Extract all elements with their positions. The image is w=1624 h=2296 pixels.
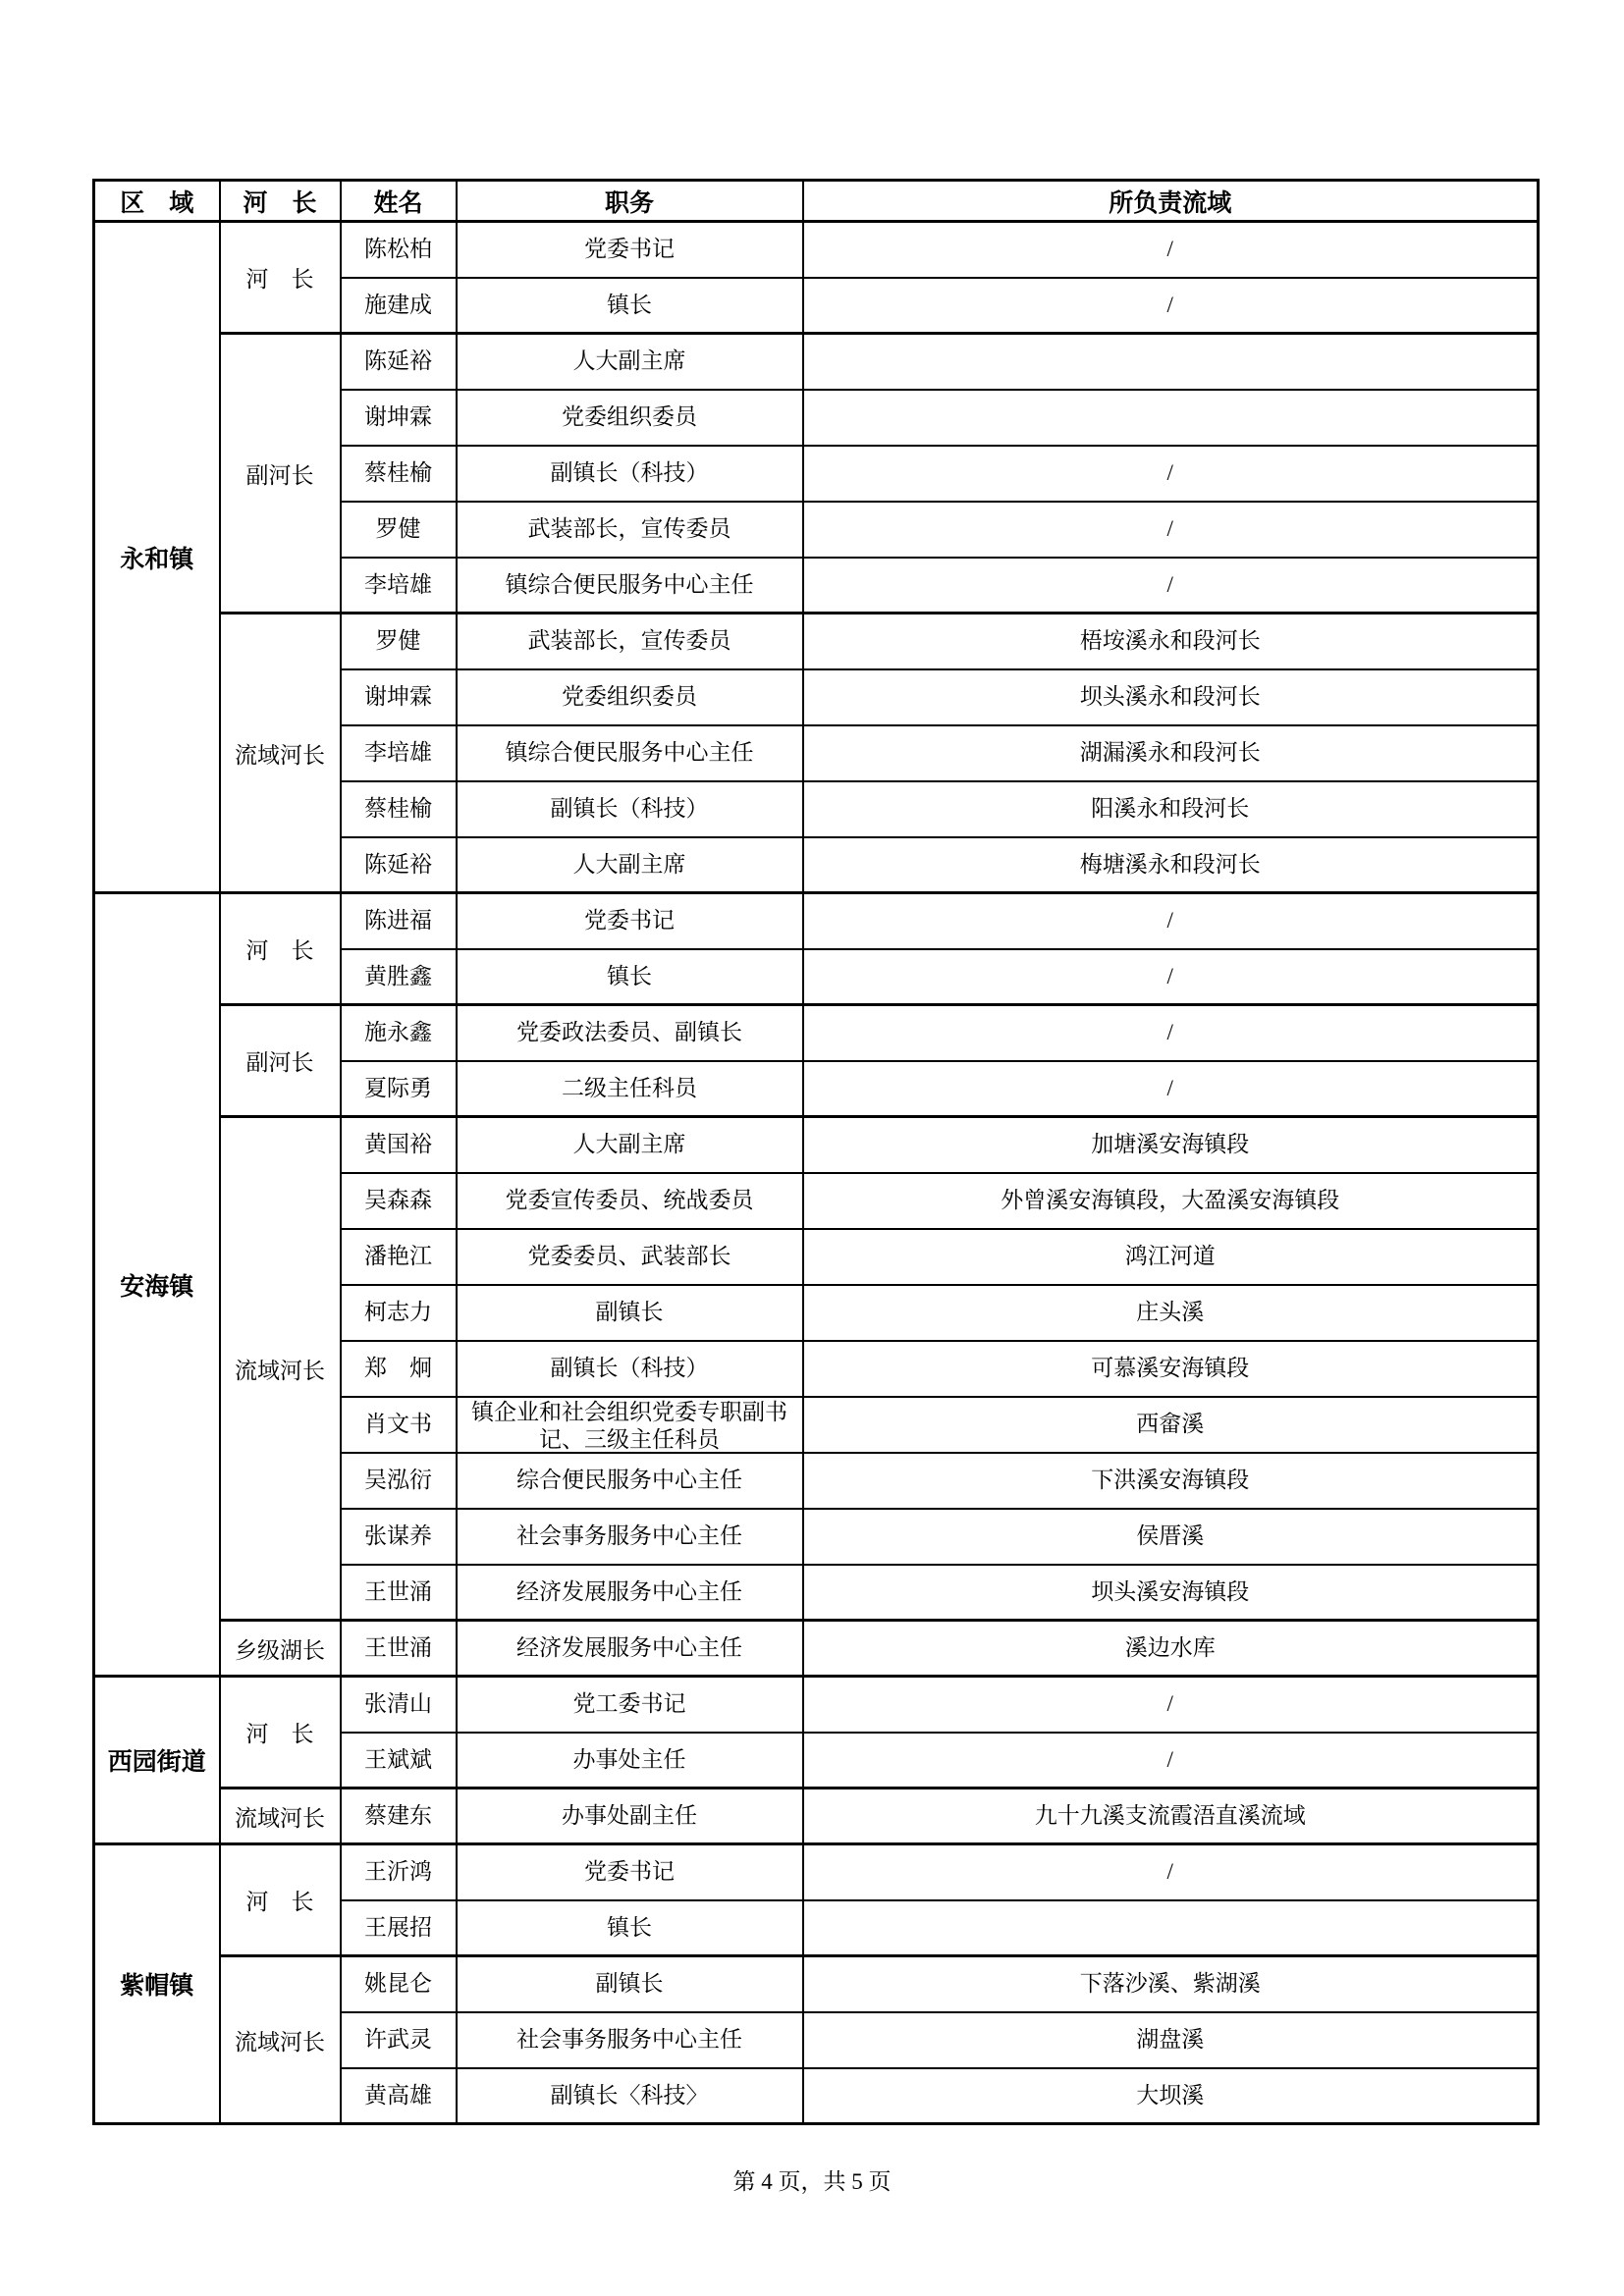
watershed-cell xyxy=(803,1453,1539,1509)
watershed-cell-text: / xyxy=(1166,963,1173,988)
watershed-cell-text: 梧垵溪永和段河长 xyxy=(1079,628,1261,654)
watershed-cell-text: / xyxy=(1166,460,1173,485)
position-cell-text: 办事处主任 xyxy=(572,1746,686,1772)
table-row xyxy=(94,1789,1539,1844)
name-cell xyxy=(341,1341,457,1397)
position-cell xyxy=(457,614,803,669)
name-cell-text: 陈松柏 xyxy=(364,237,432,262)
chief-type-cell: 副河长 xyxy=(220,334,341,614)
position-cell-text: 党委委员、武装部长 xyxy=(527,1244,731,1268)
watershed-cell xyxy=(803,334,1539,390)
watershed-cell xyxy=(803,446,1539,502)
name-cell xyxy=(341,278,457,334)
table-row xyxy=(94,334,1539,390)
position-cell-text: 镇长 xyxy=(607,1914,652,1940)
name-cell xyxy=(341,1900,457,1956)
name-cell-text: 张清山 xyxy=(364,1691,432,1717)
name-cell xyxy=(341,1844,457,1900)
position-cell xyxy=(457,837,803,893)
position-cell xyxy=(457,781,803,837)
watershed-cell-text: 庄头溪 xyxy=(1136,1300,1205,1324)
position-cell-text: 人大副主席 xyxy=(572,348,686,374)
table-row xyxy=(94,893,1539,949)
watershed-cell xyxy=(803,2068,1539,2124)
watershed-cell xyxy=(803,1733,1539,1789)
name-cell xyxy=(341,1005,457,1061)
position-cell-text: 党委宣传委员、统战委员 xyxy=(505,1188,754,1212)
table-row xyxy=(94,614,1539,669)
chief-type-cell: 流域河长 xyxy=(220,614,341,893)
name-cell xyxy=(341,949,457,1005)
position-cell-text: 人大副主席 xyxy=(572,851,686,877)
region-cell: 安海镇 xyxy=(94,893,220,1677)
position-cell-text: 办事处副主任 xyxy=(562,1803,697,1828)
chief-type-cell: 河 长 xyxy=(220,893,341,1005)
table-row xyxy=(94,1621,1539,1677)
position-cell-text: 武装部长，宣传委员 xyxy=(527,628,731,654)
table-body xyxy=(94,222,1539,2124)
watershed-cell xyxy=(803,222,1539,278)
page-number: 第 4 页，共 5 页 xyxy=(732,2169,892,2194)
watershed-cell-text: 侯厝溪 xyxy=(1136,1523,1205,1548)
name-cell xyxy=(341,669,457,725)
watershed-cell-text: 西畲溪 xyxy=(1136,1412,1205,1436)
position-cell-text: 副镇长 xyxy=(595,1971,664,1997)
position-cell-text: 党委组织委员 xyxy=(562,684,697,709)
name-cell-text: 施永鑫 xyxy=(364,1020,432,1045)
name-cell-text: 黄高雄 xyxy=(364,2082,432,2108)
watershed-cell-text: 下洪溪安海镇段 xyxy=(1091,1468,1250,1492)
watershed-cell xyxy=(803,949,1539,1005)
position-cell-text: 党委组织委员 xyxy=(562,404,697,429)
watershed-cell xyxy=(803,725,1539,781)
name-cell-text: 许武灵 xyxy=(364,2027,432,2052)
watershed-cell xyxy=(803,502,1539,558)
name-cell-text: 罗健 xyxy=(375,628,421,654)
header-row xyxy=(94,181,1539,222)
chief-type-cell: 河 长 xyxy=(220,1844,341,1956)
watershed-cell xyxy=(803,1005,1539,1061)
position-cell xyxy=(457,1900,803,1956)
position-cell-text: 人大副主席 xyxy=(572,1132,686,1157)
position-cell xyxy=(457,1397,803,1453)
name-cell xyxy=(341,1397,457,1453)
position-cell-text: 副镇长 xyxy=(595,1300,664,1324)
watershed-cell-text: / xyxy=(1166,571,1173,597)
region-cell: 永和镇 xyxy=(94,222,220,893)
position-cell-text: 党委书记 xyxy=(584,1859,675,1885)
watershed-cell xyxy=(803,669,1539,725)
header-chief-type: 河 长 xyxy=(220,181,341,222)
name-cell xyxy=(341,1061,457,1117)
position-cell-text: 党委书记 xyxy=(584,237,675,262)
watershed-cell xyxy=(803,1229,1539,1285)
name-cell-text: 王沂鸿 xyxy=(364,1859,432,1885)
name-cell-text: 王世涌 xyxy=(364,1635,432,1660)
position-cell-text: 综合便民服务中心主任 xyxy=(516,1468,742,1492)
name-cell-text: 姚昆仑 xyxy=(364,1971,432,1997)
table-row xyxy=(94,1956,1539,2012)
position-cell-text: 镇长 xyxy=(607,292,652,317)
watershed-cell xyxy=(803,1789,1539,1844)
name-cell-text: 王斌斌 xyxy=(364,1746,432,1772)
watershed-cell-text: 加塘溪安海镇段 xyxy=(1091,1132,1250,1157)
position-cell xyxy=(457,390,803,446)
watershed-cell-text: 湖盘溪 xyxy=(1136,2027,1205,2052)
name-cell xyxy=(341,1565,457,1621)
position-cell-text: 镇综合便民服务中心主任 xyxy=(505,740,754,765)
name-cell xyxy=(341,2012,457,2068)
position-cell xyxy=(457,558,803,614)
position-cell xyxy=(457,1956,803,2012)
watershed-cell xyxy=(803,1117,1539,1173)
name-cell-text: 吴森森 xyxy=(364,1188,432,1212)
watershed-cell-text: / xyxy=(1166,1746,1173,1772)
name-cell xyxy=(341,1509,457,1565)
header-region: 区 域 xyxy=(94,181,220,222)
position-cell-text: 镇综合便民服务中心主任 xyxy=(505,571,754,597)
name-cell xyxy=(341,446,457,502)
name-cell xyxy=(341,1789,457,1844)
name-cell-text: 黄国裕 xyxy=(364,1132,432,1157)
name-cell-text: 蔡桂榆 xyxy=(364,460,432,485)
name-cell-text: 陈进福 xyxy=(364,908,432,934)
region-cell: 紫帽镇 xyxy=(94,1844,220,2124)
position-cell xyxy=(457,278,803,334)
watershed-cell xyxy=(803,2012,1539,2068)
watershed-cell xyxy=(803,1285,1539,1341)
region-cell: 西园街道 xyxy=(94,1677,220,1844)
chief-type-cell: 乡级湖长 xyxy=(220,1621,341,1677)
watershed-cell xyxy=(803,390,1539,446)
watershed-cell-text: 湖漏溪永和段河长 xyxy=(1079,740,1261,765)
watershed-cell-text: / xyxy=(1166,237,1173,262)
name-cell-text: 王展招 xyxy=(364,1914,432,1940)
chief-type-cell: 流域河长 xyxy=(220,1956,341,2124)
name-cell-text: 张谋养 xyxy=(364,1523,432,1548)
chief-type-cell: 流域河长 xyxy=(220,1117,341,1621)
name-cell xyxy=(341,2068,457,2124)
watershed-cell-text: 鸿江河道 xyxy=(1124,1244,1216,1268)
name-cell-text: 谢坤霖 xyxy=(364,404,432,429)
name-cell xyxy=(341,837,457,893)
chief-type-cell: 河 长 xyxy=(220,1677,341,1789)
name-cell-text: 黄胜鑫 xyxy=(364,963,432,988)
position-cell xyxy=(457,1565,803,1621)
position-cell xyxy=(457,2068,803,2124)
position-cell xyxy=(457,1733,803,1789)
position-cell xyxy=(457,669,803,725)
position-cell xyxy=(457,949,803,1005)
name-cell xyxy=(341,1229,457,1285)
position-cell xyxy=(457,1117,803,1173)
name-cell-text: 柯志力 xyxy=(364,1300,432,1324)
watershed-cell-text: 下落沙溪、紫湖溪 xyxy=(1079,1971,1261,1997)
name-cell-text: 李培雄 xyxy=(364,740,432,765)
position-cell xyxy=(457,1453,803,1509)
name-cell xyxy=(341,725,457,781)
name-cell xyxy=(341,781,457,837)
watershed-cell xyxy=(803,278,1539,334)
watershed-cell-text: / xyxy=(1166,1075,1173,1100)
name-cell xyxy=(341,334,457,390)
watershed-cell xyxy=(803,1341,1539,1397)
name-cell xyxy=(341,1956,457,2012)
position-cell xyxy=(457,1789,803,1844)
position-cell xyxy=(457,725,803,781)
position-cell-text: 副镇长（科技） xyxy=(550,796,709,821)
table-row xyxy=(94,1005,1539,1061)
name-cell xyxy=(341,1453,457,1509)
position-cell xyxy=(457,1621,803,1677)
watershed-cell xyxy=(803,558,1539,614)
name-cell xyxy=(341,1733,457,1789)
position-cell-text: 党委政法委员、副镇长 xyxy=(516,1020,742,1045)
watershed-cell xyxy=(803,1677,1539,1733)
header-name: 姓名 xyxy=(341,181,457,222)
name-cell xyxy=(341,1677,457,1733)
watershed-cell-text: 九十九溪支流霞浯直溪流域 xyxy=(1034,1803,1306,1828)
river-chiefs-table xyxy=(92,179,1540,2125)
watershed-cell xyxy=(803,1061,1539,1117)
name-cell-text: 王世涌 xyxy=(364,1578,432,1604)
position-cell xyxy=(457,2012,803,2068)
name-cell xyxy=(341,1173,457,1229)
name-cell-text: 蔡建东 xyxy=(364,1803,432,1828)
position-cell-text: 经济发展服务中心主任 xyxy=(516,1578,742,1604)
watershed-cell xyxy=(803,1397,1539,1453)
watershed-cell xyxy=(803,837,1539,893)
chief-type-cell: 副河长 xyxy=(220,1005,341,1117)
watershed-cell-text: / xyxy=(1166,1859,1173,1885)
watershed-cell-text: 可慕溪安海镇段 xyxy=(1091,1356,1250,1380)
position-cell-text: 社会事务服务中心主任 xyxy=(516,1523,742,1548)
position-cell xyxy=(457,1844,803,1900)
position-cell xyxy=(457,222,803,278)
table-row xyxy=(94,1677,1539,1733)
position-cell xyxy=(457,1509,803,1565)
position-cell-text: 副镇长〈科技〉 xyxy=(550,2082,709,2108)
watershed-cell-text: 坝头溪安海镇段 xyxy=(1091,1578,1250,1604)
position-cell xyxy=(457,334,803,390)
position-cell-text: 武装部长，宣传委员 xyxy=(527,516,731,541)
watershed-cell xyxy=(803,781,1539,837)
name-cell-text: 吴泓衍 xyxy=(364,1468,432,1492)
position-cell-text: 二级主任科员 xyxy=(562,1075,697,1100)
watershed-cell-text: 梅塘溪永和段河长 xyxy=(1079,851,1261,877)
position-cell-text: 党委书记 xyxy=(584,908,675,934)
watershed-cell xyxy=(803,1509,1539,1565)
watershed-cell-text: 外曾溪安海镇段，大盈溪安海镇段 xyxy=(1001,1188,1340,1212)
chief-type-cell: 流域河长 xyxy=(220,1789,341,1844)
table-row xyxy=(94,1117,1539,1173)
position-cell xyxy=(457,1285,803,1341)
header-watershed: 所负责流域 xyxy=(803,181,1539,222)
watershed-cell-text: 大坝溪 xyxy=(1136,2082,1205,2108)
name-cell xyxy=(341,390,457,446)
watershed-cell-text: / xyxy=(1166,908,1173,934)
table-row xyxy=(94,1844,1539,1900)
name-cell-text: 陈延裕 xyxy=(364,851,432,877)
watershed-cell-text: / xyxy=(1166,516,1173,541)
position-cell-text: 经济发展服务中心主任 xyxy=(516,1635,742,1660)
watershed-cell-text: / xyxy=(1166,1020,1173,1045)
name-cell-text: 谢坤霖 xyxy=(364,684,432,709)
position-cell-text: 党工委书记 xyxy=(572,1691,686,1717)
position-cell xyxy=(457,502,803,558)
name-cell xyxy=(341,222,457,278)
name-cell xyxy=(341,614,457,669)
position-cell-text: 副镇长（科技） xyxy=(550,1356,709,1380)
position-cell xyxy=(457,1005,803,1061)
name-cell xyxy=(341,1117,457,1173)
name-cell xyxy=(341,1285,457,1341)
watershed-cell-text: 阳溪永和段河长 xyxy=(1091,796,1250,821)
position-cell-text: 镇长 xyxy=(607,963,652,988)
name-cell xyxy=(341,893,457,949)
watershed-cell-text: / xyxy=(1166,1691,1173,1717)
watershed-cell xyxy=(803,893,1539,949)
name-cell-text: 潘艳江 xyxy=(364,1244,432,1268)
position-cell xyxy=(457,1229,803,1285)
name-cell-text: 郑 炯 xyxy=(364,1356,432,1380)
position-cell xyxy=(457,1341,803,1397)
watershed-cell xyxy=(803,1565,1539,1621)
name-cell-text: 夏际勇 xyxy=(364,1075,432,1100)
watershed-cell xyxy=(803,614,1539,669)
position-cell xyxy=(457,893,803,949)
name-cell-text: 蔡桂榆 xyxy=(364,796,432,821)
name-cell xyxy=(341,1621,457,1677)
chief-type-cell: 河 长 xyxy=(220,222,341,334)
watershed-cell-text: / xyxy=(1166,292,1173,317)
table-row xyxy=(94,222,1539,278)
watershed-cell xyxy=(803,1956,1539,2012)
watershed-cell xyxy=(803,1844,1539,1900)
position-cell-text: 副镇长（科技） xyxy=(550,460,709,485)
name-cell-text: 肖文书 xyxy=(364,1412,432,1436)
name-cell xyxy=(341,558,457,614)
watershed-cell-text: 溪边水库 xyxy=(1124,1635,1216,1660)
position-cell xyxy=(457,1677,803,1733)
name-cell-text: 罗健 xyxy=(375,516,421,541)
position-cell xyxy=(457,1173,803,1229)
name-cell xyxy=(341,502,457,558)
header-position: 职务 xyxy=(457,181,803,222)
position-cell xyxy=(457,1061,803,1117)
position-cell xyxy=(457,446,803,502)
position-cell-text: 社会事务服务中心主任 xyxy=(516,2027,742,2052)
watershed-cell xyxy=(803,1900,1539,1956)
name-cell-text: 陈延裕 xyxy=(364,348,432,374)
watershed-cell-text: 坝头溪永和段河长 xyxy=(1079,684,1261,709)
position-cell-text: 镇企业和社会组织党委专职副书记、三级主任科员 xyxy=(471,1399,787,1451)
name-cell-text: 施建成 xyxy=(364,292,432,317)
watershed-cell xyxy=(803,1621,1539,1677)
name-cell-text: 李培雄 xyxy=(364,571,432,597)
watershed-cell xyxy=(803,1173,1539,1229)
